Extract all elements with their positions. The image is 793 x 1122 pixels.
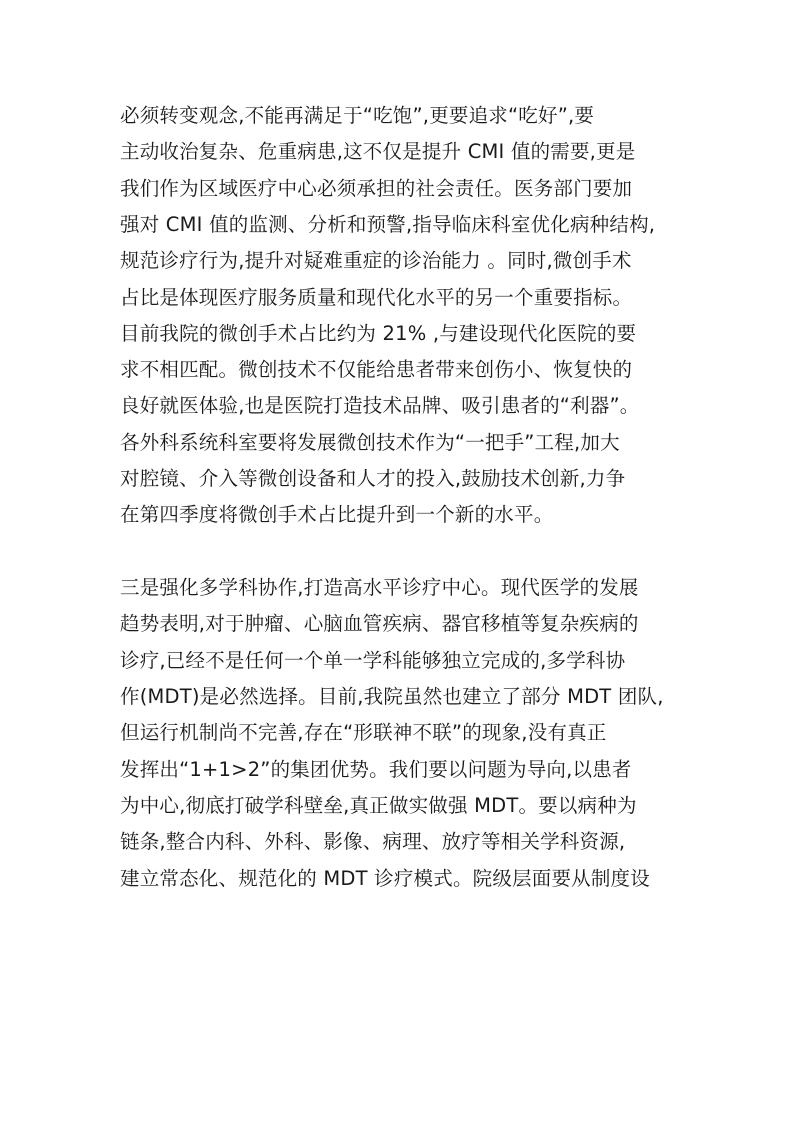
paragraph-line: 趋势表明,对于肿瘤、心脑血管疾病、器官移植等复杂疾病的	[120, 612, 639, 635]
paragraph-line: 占比是体现医疗服务质量和现代化水平的另一个重要指标。	[120, 286, 633, 309]
paragraph-line: 三是强化多学科协作,打造高水平诊疗中心。现代医学的发展	[120, 576, 639, 599]
paragraph-line: 发挥出“1+1>2”的集团优势。我们要以问题为导向,以患者	[120, 758, 632, 781]
paragraph-line: 作(MDT)是必然选择。目前,我院虽然也建立了部分 MDT 团队,	[120, 685, 664, 708]
paragraph-line: 建立常态化、规范化的 MDT 诊疗模式。院级层面要从制度设	[120, 867, 650, 890]
paragraph-line: 主动收治复杂、危重病患,这不仅是提升 CMI 值的需要,更是	[120, 140, 636, 163]
paragraph-line: 但运行机制尚不完善,存在“形联神不联”的现象,没有真正	[120, 721, 607, 744]
paragraph-line: 链条,整合内科、外科、影像、病理、放疗等相关学科资源,	[120, 830, 626, 853]
paragraph-line: 规范诊疗行为,提升对疑难重症的诊治能力 。同时,微创手术	[120, 249, 632, 272]
paragraph-line: 为中心,彻底打破学科壁垒,真正做实做强 MDT。要以病种为	[120, 794, 637, 817]
paragraph-line: 诊疗,已经不是任何一个单一学科能够独立完成的,多学科协	[120, 649, 626, 672]
paragraph-line: 我们作为区域医疗中心必须承担的社会责任。医务部门要加	[120, 177, 633, 200]
paragraph-line: 目前我院的微创手术占比约为 21% ,与建设现代化医院的要	[120, 322, 637, 345]
paragraph-line: 对腔镜、介入等微创设备和人才的投入,鼓励技术创新,力争	[120, 467, 626, 490]
paragraph-line: 良好就医体验,也是医院打造技术品牌、吸引患者的“利器”。	[120, 394, 640, 417]
paragraph-line: 求不相匹配。微创技术不仅能给患者带来创伤小、恢复快的	[120, 358, 633, 381]
paragraph-line: 必须转变观念,不能再满足于“吃饱”,更要追求“吃好”,要	[120, 104, 595, 127]
paragraph-line: 强对 CMI 值的监测、分析和预警,指导临床科室优化病种结构,	[120, 213, 656, 236]
paragraph-line: 各外科系统科室要将发展微创技术作为“一把手”工程,加大	[120, 431, 620, 454]
paragraph-line: 在第四季度将微创手术占比提升到一个新的水平。	[120, 503, 554, 526]
